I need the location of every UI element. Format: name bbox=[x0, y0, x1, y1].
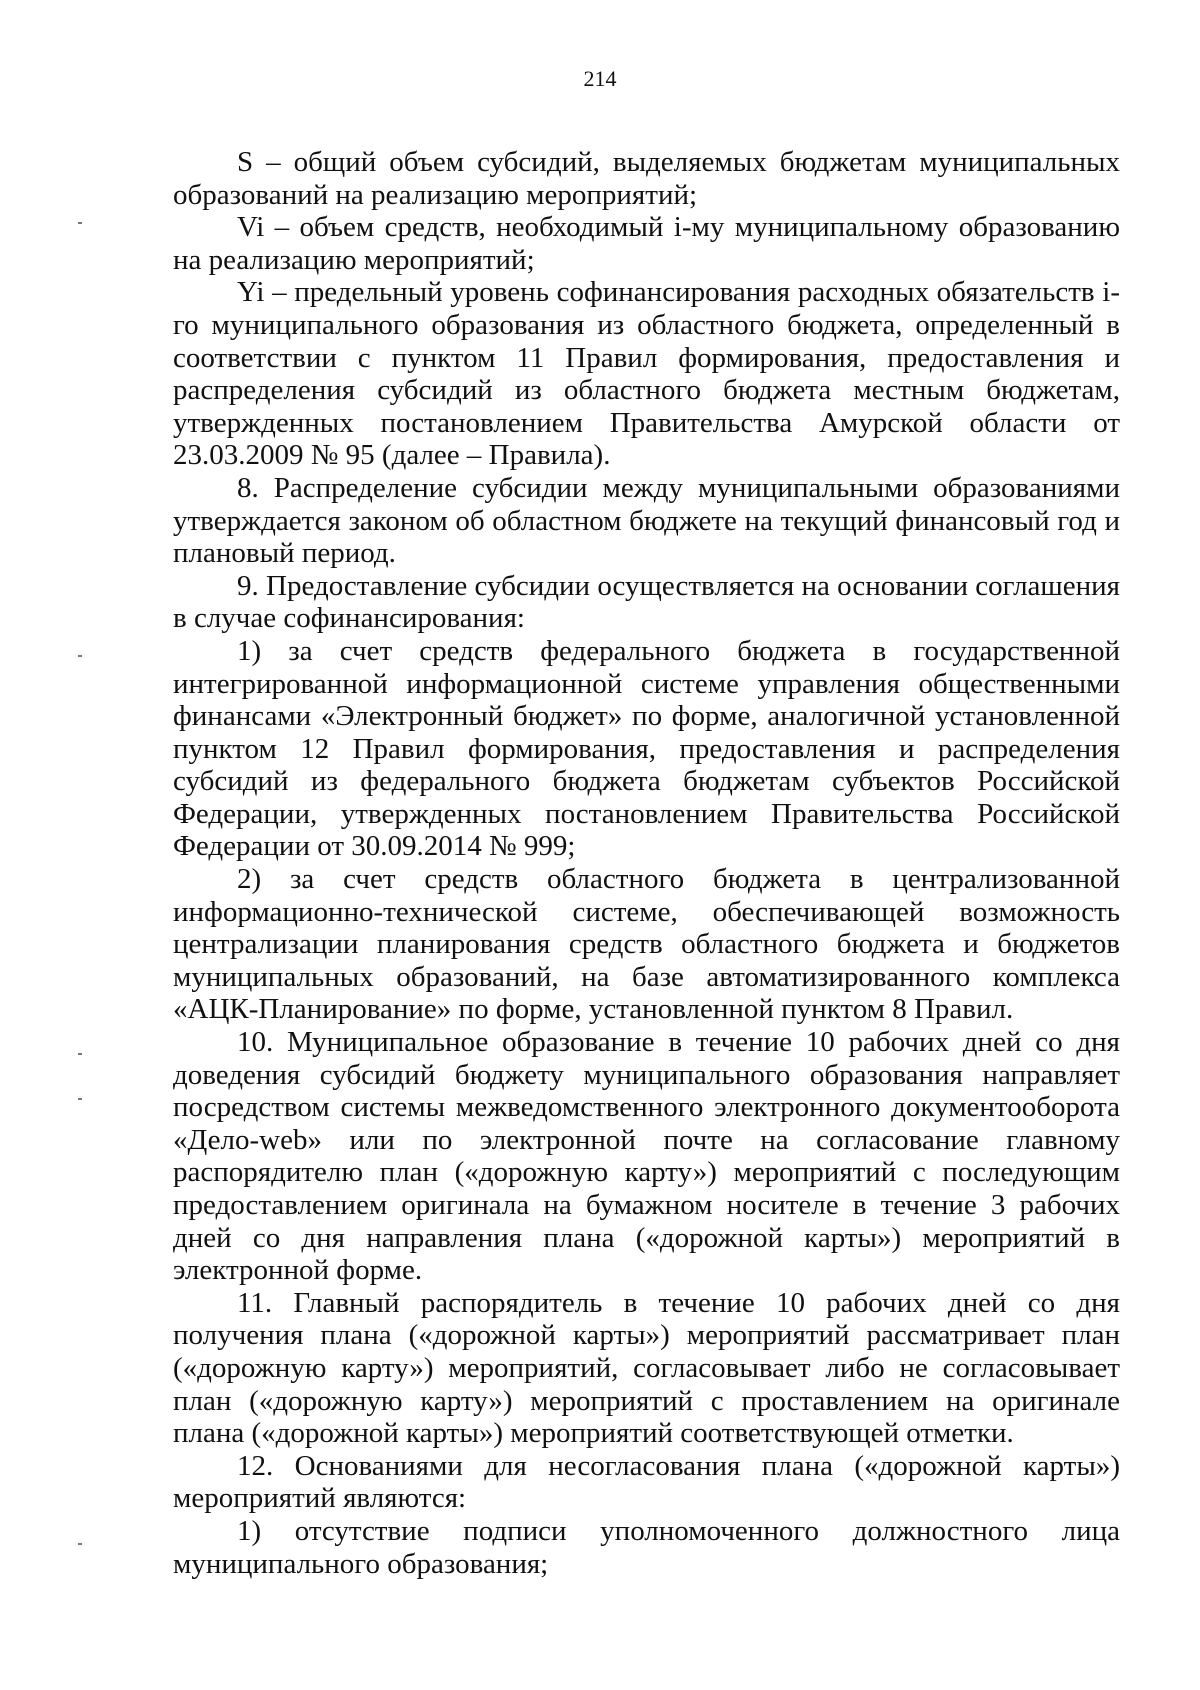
scan-speck bbox=[78, 1098, 82, 1100]
paragraph-yi-definition: Yi – предельный уровень софинансирования расходных обязательств i-го муниципального образования из областного бюджета, определенный в соответствии с пунктом 11 Правил формирования, предоставления и распределения субсидий из областного бюджета местным бюджетам, утвержденных постановлением Правительства Амурской области от 23.03.2009 № 95 (далее – Правила). bbox=[173, 276, 1120, 472]
document-body bbox=[173, 146, 1120, 1580]
paragraph-12-item-1: 1) отсутствие подписи уполномоченного должностного лица муниципального образования; bbox=[173, 1514, 1120, 1580]
paragraph-10: 10. Муниципальное образование в течение 10 рабочих дней со дня доведения субсидий бюджету муниципального образования направляет посредством системы межведомственного электронного документооборота «Дело-web» или по электронной почте на согласование главному распорядителю план («дорожную карту») мероприятий с последующим предоставлением оригинала на бумажном носителе в течение 3 рабочих дней со дня направления плана («дорожной карты») мероприятий в электронной форме. bbox=[173, 1026, 1120, 1287]
paragraph-9: 9. Предоставление субсидии осуществляется на основании соглашения в случае софинансирования: bbox=[173, 569, 1120, 635]
paragraph-s-definition: S – общий объем субсидий, выделяемых бюджетам муниципальных образований на реализацию мероприятий; bbox=[173, 146, 1120, 211]
paragraph-9-item-1: 1) за счет средств федерального бюджета в государственной интегрированной информационной системе управления общественными финансами «Электронный бюджет» по форме, аналогичной установленной пунктом 12 Правил формирования, предоставления и распределения субсидий из федерального бюджета бюджетам субъектов Российской Федерации, утвержденных постановлением Правительства Российской Федерации от 30.09.2014 № 999; bbox=[173, 634, 1120, 863]
scan-speck bbox=[78, 1543, 82, 1545]
scan-speck bbox=[78, 222, 82, 224]
page-number: 214 bbox=[583, 66, 617, 91]
paragraph-12: 12. Основаниями для несогласования плана («дорожной карты») мероприятий являются: bbox=[173, 1449, 1120, 1515]
paragraph-vi-definition: Vi – объем средств, необходимый i-му муниципальному образованию на реализацию мероприятий; bbox=[173, 211, 1120, 276]
scan-speck bbox=[78, 655, 82, 657]
paragraph-8: 8. Распределение субсидии между муниципальными образованиями утверждается законом об областном бюджете на текущий финансовый год и плановый период. bbox=[173, 471, 1120, 570]
paragraph-9-item-2: 2) за счет средств областного бюджета в централизованной информационно-технической системе, обеспечивающей возможность централизации планирования средств областного бюджета и бюджетов муниципальных образований, на базе автоматизированного комплекса «АЦК-Планирование» по форме, установленной пунктом 8 Правил. bbox=[173, 863, 1120, 1026]
paragraph-11: 11. Главный распорядитель в течение 10 рабочих дней со дня получения плана («дорожной карты») мероприятий рассматривает план («дорожную карту») мероприятий, согласовывает либо не согласовывает план («дорожную карту») мероприятий с проставлением на оригинале плана («дорожной карты») мероприятий соответствующей отметки. bbox=[173, 1286, 1120, 1450]
scan-speck bbox=[78, 1053, 82, 1055]
